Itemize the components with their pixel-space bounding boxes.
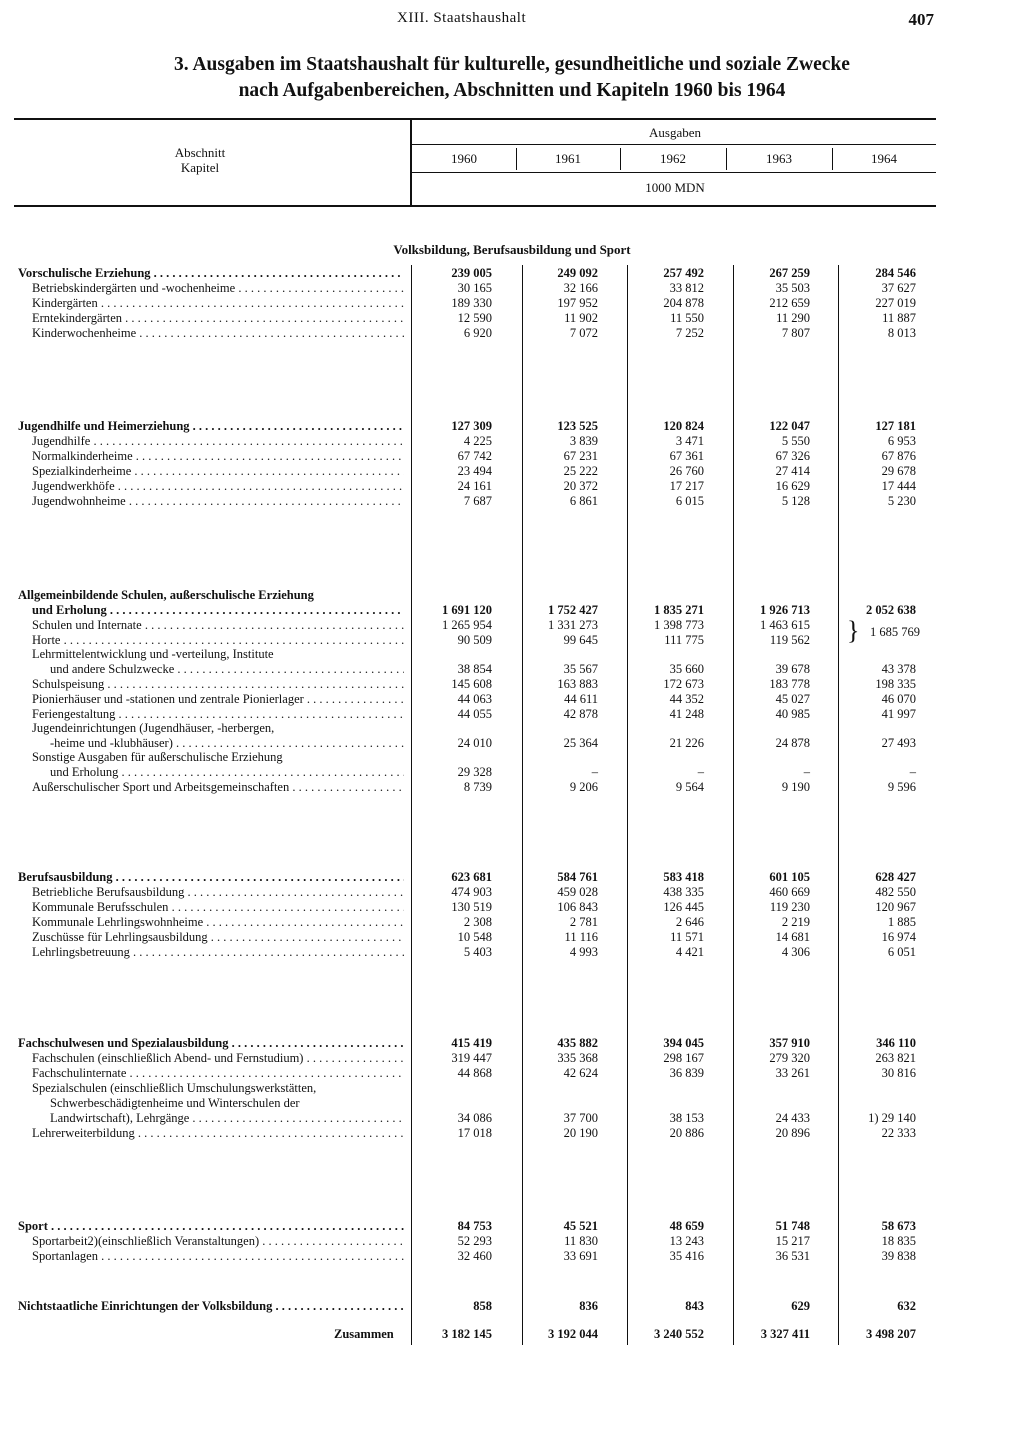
row-label: Normalkinderheime . . . bbox=[32, 449, 404, 464]
value-1960: 1 265 954 bbox=[442, 618, 492, 632]
table-row bbox=[0, 326, 1024, 341]
value-1963: 36 531 bbox=[775, 1249, 810, 1263]
value-1964: 9 596 bbox=[887, 780, 916, 794]
table-row bbox=[0, 281, 1024, 296]
row-label: und Erholung . . . bbox=[32, 603, 404, 618]
value-1963: 2 219 bbox=[781, 915, 810, 929]
value-1963: 20 896 bbox=[775, 1126, 810, 1140]
row-label: Pionierhäuser und -stationen und zentrale Pionierlager . . . bbox=[32, 692, 404, 707]
value-1960: 44 868 bbox=[457, 1066, 492, 1080]
value-1963: 27 414 bbox=[775, 464, 810, 478]
value-1960: 2 308 bbox=[463, 915, 492, 929]
stub-header-line-1: Abschnitt bbox=[174, 145, 226, 160]
row-label: Landwirtschaft), Lehrgänge . . . bbox=[50, 1111, 404, 1126]
value-1960: 24 161 bbox=[457, 479, 492, 493]
value-1961: 335 368 bbox=[557, 1051, 598, 1065]
value-1961: 2 781 bbox=[569, 915, 598, 929]
row-label: Zuschüsse für Lehrlingsausbildung . . . bbox=[32, 930, 404, 945]
row-label: Schulen und Internate . . . bbox=[32, 618, 404, 633]
value-1961: 836 bbox=[579, 1299, 598, 1313]
value-1964: 2 052 638 bbox=[866, 603, 916, 617]
group-header: Ausgaben bbox=[649, 125, 701, 140]
value-1964: 1) 29 140 bbox=[868, 1111, 916, 1125]
value-1963: 39 678 bbox=[775, 662, 810, 676]
row-label: Nichtstaatliche Einrichtungen der Volksbildung . . . bbox=[18, 1299, 404, 1314]
value-1963: 601 105 bbox=[769, 870, 810, 884]
table-row bbox=[0, 1234, 1024, 1249]
value-1963: 629 bbox=[791, 1299, 810, 1313]
row-label: Lehrerweiterbildung . . . bbox=[32, 1126, 404, 1141]
table-row bbox=[0, 1111, 1024, 1126]
value-1963: 24 878 bbox=[775, 736, 810, 750]
value-1963: 1 463 615 bbox=[760, 618, 810, 632]
row-label: Sportarbeit2)(einschließlich Veranstaltungen) . . . bbox=[32, 1234, 404, 1249]
value-1960: 17 018 bbox=[457, 1126, 492, 1140]
value-1962: 257 492 bbox=[663, 266, 704, 280]
value-1964: 346 110 bbox=[876, 1036, 916, 1050]
value-1964: 632 bbox=[897, 1299, 916, 1313]
value-1964: 29 678 bbox=[881, 464, 916, 478]
table-row bbox=[0, 677, 1024, 692]
table-row bbox=[0, 1249, 1024, 1264]
value-1963: 45 027 bbox=[775, 692, 810, 706]
row-label: Kommunale Lehrlingswohnheime . . . bbox=[32, 915, 404, 930]
value-1964: 263 821 bbox=[875, 1051, 916, 1065]
value-1962: 38 153 bbox=[669, 1111, 704, 1125]
value-1961: 42 878 bbox=[563, 707, 598, 721]
value-1960: 23 494 bbox=[457, 464, 492, 478]
combined-value-1964 bbox=[0, 625, 1024, 640]
page-header bbox=[0, 10, 1024, 32]
table-row bbox=[0, 662, 1024, 677]
row-label: und Erholung . . . bbox=[50, 765, 404, 780]
value-1963: 67 326 bbox=[775, 449, 810, 463]
value-1964: 284 546 bbox=[875, 266, 916, 280]
value-1961: 4 993 bbox=[569, 945, 598, 959]
table-row bbox=[0, 870, 1024, 885]
value-1964: 16 974 bbox=[881, 930, 916, 944]
row-label: Jugendeinrichtungen (Jugendhäuser, -herbergen, bbox=[32, 721, 275, 735]
value-1963: 119 230 bbox=[769, 900, 810, 914]
row-label: Kommunale Berufsschulen . . . bbox=[32, 900, 404, 915]
table-row bbox=[0, 765, 1024, 780]
value-1960: 623 681 bbox=[451, 870, 492, 884]
table-row bbox=[0, 1219, 1024, 1234]
row-label: Berufsausbildung . . . bbox=[18, 870, 404, 885]
unit-header: 1000 MDN bbox=[645, 180, 705, 195]
value-1962: 111 775 bbox=[664, 633, 704, 647]
value-1961: 20 190 bbox=[563, 1126, 598, 1140]
value-1964: 58 673 bbox=[881, 1219, 916, 1233]
table-row bbox=[0, 945, 1024, 960]
value-1960: 29 328 bbox=[457, 765, 492, 779]
value-1960: 32 460 bbox=[457, 1249, 492, 1263]
table-row bbox=[0, 449, 1024, 464]
value-1963: 51 748 bbox=[775, 1219, 810, 1233]
table-row bbox=[0, 1066, 1024, 1081]
row-label: Schwerbeschädigtenheime und Winterschulen der bbox=[50, 1096, 300, 1110]
value-1960: 90 509 bbox=[457, 633, 492, 647]
table-row bbox=[0, 588, 1024, 603]
row-label: Jugendhilfe . . . bbox=[32, 434, 404, 449]
table-row bbox=[0, 647, 1024, 662]
value-1962: 120 824 bbox=[663, 419, 704, 433]
stub-header bbox=[150, 145, 250, 175]
year-header-1962: 1962 bbox=[660, 151, 686, 166]
value-1964: 17 444 bbox=[881, 479, 916, 493]
value-1960: 4 225 bbox=[463, 434, 492, 448]
value-1961: 32 166 bbox=[563, 281, 598, 295]
value-1962: 394 045 bbox=[663, 1036, 704, 1050]
value-1960: 1 691 120 bbox=[442, 603, 492, 617]
table-row bbox=[0, 930, 1024, 945]
value-1964: 18 835 bbox=[881, 1234, 916, 1248]
value-1963: 11 290 bbox=[776, 311, 810, 325]
value-1962: 21 226 bbox=[669, 736, 704, 750]
value-1961: 435 882 bbox=[557, 1036, 598, 1050]
value-1962: 438 335 bbox=[663, 885, 704, 899]
table-row bbox=[0, 434, 1024, 449]
value-1962: 17 217 bbox=[669, 479, 704, 493]
row-label: Spezialkinderheime . . . bbox=[32, 464, 404, 479]
year-header-1961: 1961 bbox=[555, 151, 581, 166]
value-1962: 20 886 bbox=[669, 1126, 704, 1140]
year-divider-2 bbox=[620, 148, 621, 170]
value-1962: 48 659 bbox=[669, 1219, 704, 1233]
value-1962: 3 471 bbox=[675, 434, 704, 448]
table-row bbox=[0, 1299, 1024, 1314]
row-label: Jugendhilfe und Heimerziehung . . . bbox=[18, 419, 404, 434]
value-1963: 5 128 bbox=[781, 494, 810, 508]
row-label: Betriebliche Berufsausbildung . . . bbox=[32, 885, 404, 900]
value-1964: 8 013 bbox=[887, 326, 916, 340]
value-1961: 163 883 bbox=[557, 677, 598, 691]
row-label: Sportanlagen . . . bbox=[32, 1249, 404, 1264]
value-1961: 459 028 bbox=[557, 885, 598, 899]
header-top-rule bbox=[14, 118, 936, 120]
row-label: Lehrmittelentwicklung und -verteilung, Institute bbox=[32, 647, 274, 661]
row-label: Erntekindergärten . . . bbox=[32, 311, 404, 326]
brace-1964: } bbox=[847, 616, 860, 645]
value-1964: 6 051 bbox=[887, 945, 916, 959]
value-1963: 119 562 bbox=[769, 633, 810, 647]
value-1964: 227 019 bbox=[875, 296, 916, 310]
title-line-2: nach Aufgabenbereichen, Abschnitten und Kapiteln 1960 bis 1964 bbox=[238, 80, 786, 101]
value-1964: 27 493 bbox=[881, 736, 916, 750]
value-1964: 3 498 207 bbox=[866, 1327, 916, 1341]
table-row bbox=[0, 1051, 1024, 1066]
value-1963: 3 327 411 bbox=[760, 1327, 810, 1341]
value-1962: – bbox=[697, 765, 704, 779]
table-row bbox=[0, 780, 1024, 795]
table-row bbox=[0, 266, 1024, 281]
row-label: Jugendwohnheime . . . bbox=[32, 494, 404, 509]
page-number: 407 bbox=[908, 10, 934, 29]
value-1962: 172 673 bbox=[663, 677, 704, 691]
row-label: Fachschulinternate . . . bbox=[32, 1066, 404, 1081]
year-header-1963: 1963 bbox=[766, 151, 792, 166]
value-1961: 106 843 bbox=[557, 900, 598, 914]
value-1962: 44 352 bbox=[669, 692, 704, 706]
table-row bbox=[0, 1327, 1024, 1342]
value-1961: 99 645 bbox=[563, 633, 598, 647]
value-1961: 45 521 bbox=[563, 1219, 598, 1233]
value-1964: 39 838 bbox=[881, 1249, 916, 1263]
value-1964: 22 333 bbox=[881, 1126, 916, 1140]
title-line-1: 3. Ausgaben im Staatshaushalt für kulturelle, gesundheitliche und soziale Zwecke bbox=[174, 54, 850, 75]
value-1960: 130 519 bbox=[451, 900, 492, 914]
table-title bbox=[0, 52, 1024, 104]
value-1960: 30 165 bbox=[457, 281, 492, 295]
value-1961: – bbox=[591, 765, 598, 779]
value-1960: 84 753 bbox=[457, 1219, 492, 1233]
value-1961: 123 525 bbox=[557, 419, 598, 433]
value-1962: 67 361 bbox=[669, 449, 704, 463]
row-label: Fachschulwesen und Spezialausbildung . . . bbox=[18, 1036, 404, 1051]
value-1963: 9 190 bbox=[781, 780, 810, 794]
value-1960: 5 403 bbox=[463, 945, 492, 959]
table-row bbox=[0, 750, 1024, 765]
value-1960: 67 742 bbox=[457, 449, 492, 463]
value-1960: 10 548 bbox=[457, 930, 492, 944]
value-1963: 33 261 bbox=[775, 1066, 810, 1080]
value-1960: 474 903 bbox=[451, 885, 492, 899]
table-row bbox=[0, 692, 1024, 707]
table-row bbox=[0, 1081, 1024, 1096]
value-1961: 67 231 bbox=[563, 449, 598, 463]
value-1964: 46 070 bbox=[881, 692, 916, 706]
stub-header-line-2: Kapitel bbox=[180, 160, 220, 175]
value-1962: 4 421 bbox=[675, 945, 704, 959]
year-divider-1 bbox=[516, 148, 517, 170]
value-1963: 122 047 bbox=[769, 419, 810, 433]
value-1960: 3 182 145 bbox=[442, 1327, 492, 1341]
value-1963: 267 259 bbox=[769, 266, 810, 280]
value-1964: 5 230 bbox=[887, 494, 916, 508]
value-1963: 5 550 bbox=[781, 434, 810, 448]
value-1963: – bbox=[803, 765, 810, 779]
table-row bbox=[0, 885, 1024, 900]
value-1962: 6 015 bbox=[675, 494, 704, 508]
row-label: Kindergärten . . . bbox=[32, 296, 404, 311]
value-1961: 3 839 bbox=[569, 434, 598, 448]
table-row bbox=[0, 479, 1024, 494]
value-1962: 204 878 bbox=[663, 296, 704, 310]
row-label: Vorschulische Erziehung . . . bbox=[18, 266, 404, 281]
value-1961: 7 072 bbox=[569, 326, 598, 340]
year-header-1960: 1960 bbox=[451, 151, 477, 166]
value-1962: 583 418 bbox=[663, 870, 704, 884]
value-1961: 42 624 bbox=[563, 1066, 598, 1080]
row-label: Spezialschulen (einschließlich Umschulungswerkstätten, bbox=[32, 1081, 317, 1095]
value-1961: 9 206 bbox=[569, 780, 598, 794]
value-1964: 67 876 bbox=[881, 449, 916, 463]
value-1963: 24 433 bbox=[775, 1111, 810, 1125]
row-label: Zusammen bbox=[334, 1327, 394, 1341]
value-1962: 11 550 bbox=[670, 311, 704, 325]
value-1964: 198 335 bbox=[875, 677, 916, 691]
table-row bbox=[0, 603, 1024, 618]
value-1962: 2 646 bbox=[675, 915, 704, 929]
row-label: Jugendwerkhöfe . . . bbox=[32, 479, 404, 494]
table-row bbox=[0, 736, 1024, 751]
value-1961: 249 092 bbox=[557, 266, 598, 280]
value-1961: 584 761 bbox=[557, 870, 598, 884]
value-1962: 13 243 bbox=[669, 1234, 704, 1248]
year-divider-4 bbox=[832, 148, 833, 170]
chapter-title: XIII. Staatshaushalt bbox=[397, 10, 527, 26]
value-1963: 16 629 bbox=[775, 479, 810, 493]
value-1961: 35 567 bbox=[563, 662, 598, 676]
value-1960: 44 055 bbox=[457, 707, 492, 721]
value-1961: 1 752 427 bbox=[548, 603, 598, 617]
row-label: Horte . . . bbox=[32, 633, 404, 648]
row-label: Schulspeisung . . . bbox=[32, 677, 404, 692]
value-1962: 7 252 bbox=[675, 326, 704, 340]
value-1960: 145 608 bbox=[451, 677, 492, 691]
value-1960: 189 330 bbox=[451, 296, 492, 310]
table-row bbox=[0, 900, 1024, 915]
table-row bbox=[0, 915, 1024, 930]
value-1961: 11 116 bbox=[564, 930, 598, 944]
value-1963: 357 910 bbox=[769, 1036, 810, 1050]
table-row bbox=[0, 1126, 1024, 1141]
value-1960: 38 854 bbox=[457, 662, 492, 676]
value-1962: 3 240 552 bbox=[654, 1327, 704, 1341]
value-1961: 20 372 bbox=[563, 479, 598, 493]
table-row bbox=[0, 311, 1024, 326]
value-1962: 11 571 bbox=[670, 930, 704, 944]
table-row bbox=[0, 707, 1024, 722]
value-1964: 30 816 bbox=[881, 1066, 916, 1080]
value-1964: 37 627 bbox=[881, 281, 916, 295]
table-row bbox=[0, 419, 1024, 434]
value-1962: 33 812 bbox=[669, 281, 704, 295]
value-1964: 41 997 bbox=[881, 707, 916, 721]
value-1960: 858 bbox=[473, 1299, 492, 1313]
value-1960: 24 010 bbox=[457, 736, 492, 750]
table-row bbox=[0, 296, 1024, 311]
header-bottom-rule bbox=[14, 205, 936, 207]
value-1962: 298 167 bbox=[663, 1051, 704, 1065]
value-1960: 6 920 bbox=[463, 326, 492, 340]
value-1961: 11 830 bbox=[564, 1234, 598, 1248]
value-1962: 35 660 bbox=[669, 662, 704, 676]
row-label: -heime und -klubhäuser) . . . bbox=[50, 736, 404, 751]
value-1962: 843 bbox=[685, 1299, 704, 1313]
value-1961: 6 861 bbox=[569, 494, 598, 508]
value-1961: 44 611 bbox=[564, 692, 598, 706]
table-row bbox=[0, 1036, 1024, 1051]
row-label: und andere Schulzwecke . . . bbox=[50, 662, 404, 677]
combined-value: 1 685 769 bbox=[870, 625, 920, 639]
value-1960: 8 739 bbox=[463, 780, 492, 794]
value-1961: 3 192 044 bbox=[548, 1327, 598, 1341]
value-1961: 1 331 273 bbox=[548, 618, 598, 632]
value-1961: 11 902 bbox=[564, 311, 598, 325]
year-divider-3 bbox=[726, 148, 727, 170]
row-label: Außerschulischer Sport und Arbeitsgemeinschaften . . . bbox=[32, 780, 404, 795]
value-1962: 26 760 bbox=[669, 464, 704, 478]
table-row bbox=[0, 494, 1024, 509]
row-label: Fachschulen (einschließlich Abend- und Fernstudium) . . . bbox=[32, 1051, 404, 1066]
value-1960: 127 309 bbox=[451, 419, 492, 433]
value-1963: 212 659 bbox=[769, 296, 810, 310]
value-1962: 126 445 bbox=[663, 900, 704, 914]
value-1960: 7 687 bbox=[463, 494, 492, 508]
row-label: Allgemeinbildende Schulen, außerschulische Erziehung bbox=[18, 588, 314, 602]
value-1960: 239 005 bbox=[451, 266, 492, 280]
table-row bbox=[0, 721, 1024, 736]
value-1964: 43 378 bbox=[881, 662, 916, 676]
value-1964: 11 887 bbox=[882, 311, 916, 325]
years-rule bbox=[412, 172, 936, 173]
value-1964: 1 885 bbox=[887, 915, 916, 929]
row-label: Kinderwochenheime . . . bbox=[32, 326, 404, 341]
value-1963: 14 681 bbox=[775, 930, 810, 944]
row-label: Sport . . . bbox=[18, 1219, 404, 1234]
value-1963: 15 217 bbox=[775, 1234, 810, 1248]
value-1961: 197 952 bbox=[557, 296, 598, 310]
value-1962: 9 564 bbox=[675, 780, 704, 794]
stub-divider bbox=[410, 120, 412, 205]
group-rule bbox=[412, 144, 936, 145]
value-1964: 628 427 bbox=[875, 870, 916, 884]
value-1963: 35 503 bbox=[775, 281, 810, 295]
section-title: Volksbildung, Berufsausbildung und Sport bbox=[393, 242, 631, 257]
value-1960: 415 419 bbox=[451, 1036, 492, 1050]
value-1960: 52 293 bbox=[457, 1234, 492, 1248]
value-1961: 33 691 bbox=[563, 1249, 598, 1263]
value-1964: 6 953 bbox=[887, 434, 916, 448]
table-row bbox=[0, 1096, 1024, 1111]
row-label: Betriebskindergärten und -wochenheime . . . bbox=[32, 281, 404, 296]
value-1963: 4 306 bbox=[781, 945, 810, 959]
value-1963: 7 807 bbox=[781, 326, 810, 340]
row-label: Sonstige Ausgaben für außerschulische Erziehung bbox=[32, 750, 283, 764]
value-1964: 482 550 bbox=[875, 885, 916, 899]
value-1961: 25 364 bbox=[563, 736, 598, 750]
value-1963: 1 926 713 bbox=[760, 603, 810, 617]
row-label: Feriengestaltung . . . bbox=[32, 707, 404, 722]
value-1962: 36 839 bbox=[669, 1066, 704, 1080]
value-1963: 183 778 bbox=[769, 677, 810, 691]
value-1962: 1 398 773 bbox=[654, 618, 704, 632]
value-1963: 40 985 bbox=[775, 707, 810, 721]
year-header-1964: 1964 bbox=[871, 151, 897, 166]
value-1960: 44 063 bbox=[457, 692, 492, 706]
value-1960: 319 447 bbox=[451, 1051, 492, 1065]
value-1961: 25 222 bbox=[563, 464, 598, 478]
value-1964: 127 181 bbox=[875, 419, 916, 433]
value-1962: 1 835 271 bbox=[654, 603, 704, 617]
value-1962: 41 248 bbox=[669, 707, 704, 721]
value-1962: 35 416 bbox=[669, 1249, 704, 1263]
value-1960: 12 590 bbox=[457, 311, 492, 325]
value-1961: 37 700 bbox=[563, 1111, 598, 1125]
row-label: Lehrlingsbetreuung . . . bbox=[32, 945, 404, 960]
value-1963: 460 669 bbox=[769, 885, 810, 899]
value-1964: 120 967 bbox=[875, 900, 916, 914]
value-1960: 34 086 bbox=[457, 1111, 492, 1125]
value-1964: – bbox=[909, 765, 916, 779]
table-row bbox=[0, 464, 1024, 479]
value-1963: 279 320 bbox=[769, 1051, 810, 1065]
